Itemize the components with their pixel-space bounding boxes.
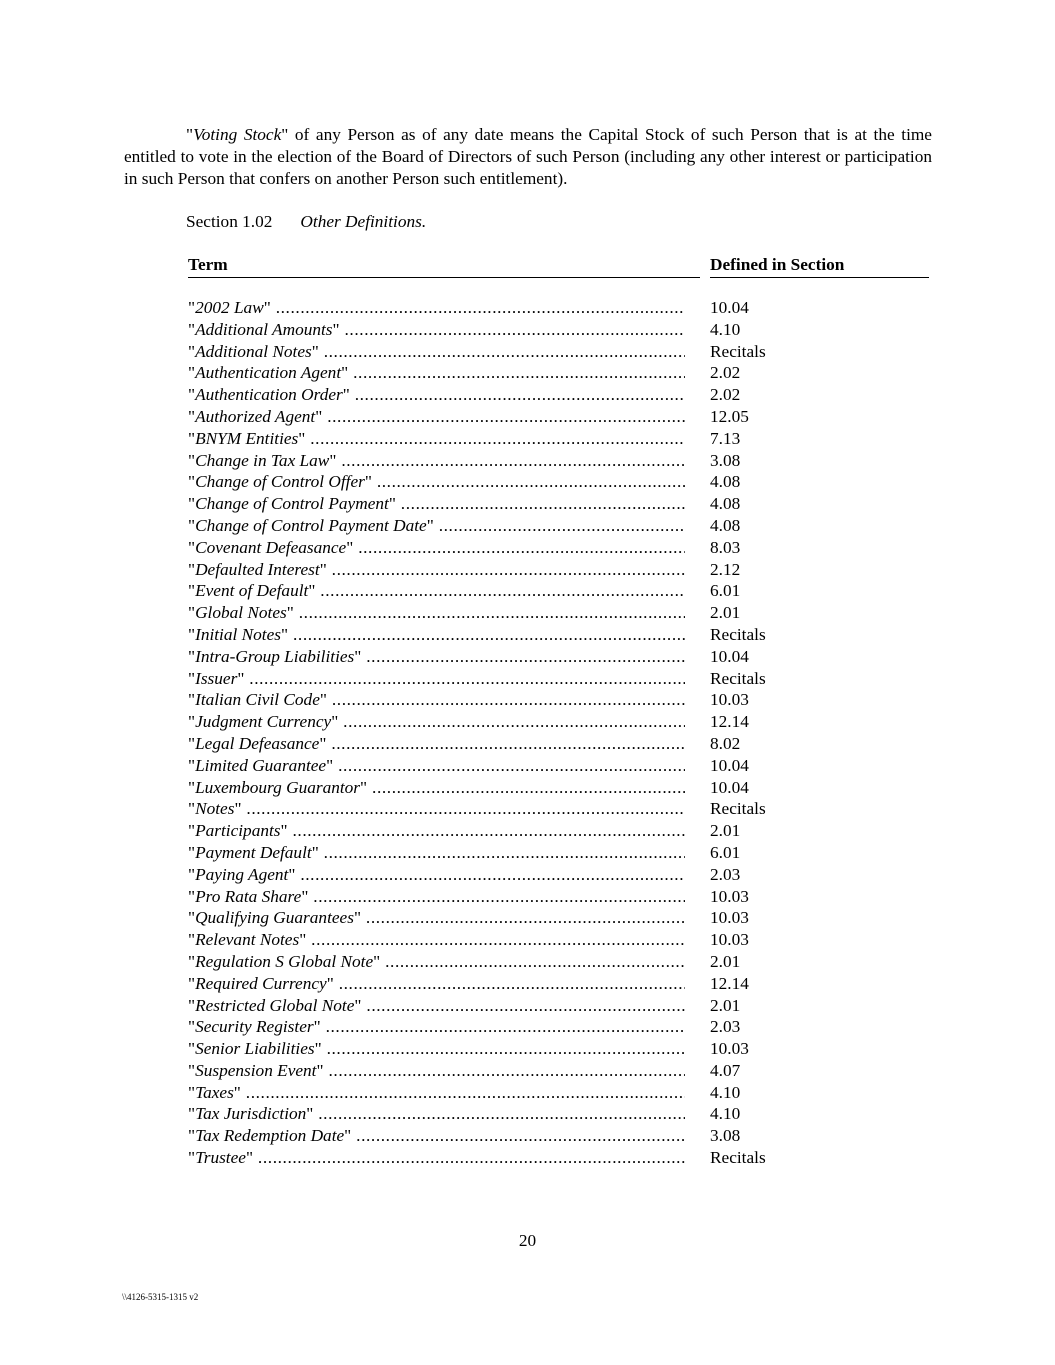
table-row	[188, 798, 788, 820]
section-heading	[186, 211, 426, 233]
term-text: Additional Amounts	[195, 319, 333, 339]
section-cell: 10.03	[710, 690, 749, 710]
term-cell: "Defaulted Interest" .....	[188, 559, 685, 581]
table-row	[188, 733, 788, 755]
term-cell: "Additional Notes" .....	[188, 341, 685, 363]
term-text: Tax Redemption Date	[195, 1126, 345, 1146]
table-row	[188, 428, 788, 450]
table-row	[188, 406, 788, 428]
table-row	[188, 341, 788, 363]
term-cell: "Authorized Agent" .....	[188, 406, 685, 428]
term-cell: "Italian Civil Code" .....	[188, 689, 685, 711]
table-row	[188, 711, 788, 733]
table-row	[188, 602, 788, 624]
term-cell: "Additional Amounts" .....	[188, 319, 685, 341]
term-cell: "Taxes" .....	[188, 1082, 685, 1104]
term-cell: "2002 Law" .....	[188, 297, 685, 319]
term-cell: "Participants" .....	[188, 820, 685, 842]
term-cell: "Authentication Order" .....	[188, 384, 685, 406]
term-text: 2002 Law	[195, 298, 264, 317]
term-text: Legal Defeasance	[195, 733, 320, 753]
table-row	[188, 907, 788, 929]
table-row	[188, 559, 788, 581]
table-row	[188, 820, 788, 842]
term-cell: "Qualifying Guarantees" .....	[188, 907, 685, 929]
definitions-table	[188, 297, 788, 1169]
table-row	[188, 842, 788, 864]
table-row	[188, 689, 788, 711]
term-text: Required Currency	[195, 973, 327, 993]
section-cell: Recitals	[710, 624, 766, 644]
term-cell: "Change of Control Payment Date" .....	[188, 515, 685, 537]
term-cell: "Authentication Agent" .....	[188, 362, 685, 384]
table-row	[188, 1060, 788, 1082]
section-cell: 4.10	[710, 319, 741, 339]
table-row	[188, 755, 788, 777]
term-text: Paying Agent	[195, 864, 289, 884]
term-text: Limited Guarantee	[195, 755, 327, 775]
table-row	[188, 1082, 788, 1104]
section-cell: 3.08	[710, 1126, 741, 1146]
term-text: Additional Notes	[195, 341, 312, 361]
section-cell: 10.03	[710, 930, 749, 950]
section-cell: 4.07	[710, 1060, 741, 1080]
term-text: Change of Control Payment Date	[195, 515, 427, 535]
table-row	[188, 537, 788, 559]
term-cell: "Change of Control Offer" .....	[188, 471, 685, 493]
term-text: Italian Civil Code	[195, 690, 320, 710]
term-cell: "Security Register" .....	[188, 1016, 685, 1038]
table-row	[188, 1103, 788, 1125]
voting-stock-definition	[124, 124, 932, 190]
document-id: \\4126-5315-1315 v2	[122, 1292, 199, 1302]
section-cell: 7.13	[710, 428, 741, 448]
section-cell: 12.14	[710, 712, 749, 732]
term-text: Authentication Order	[195, 385, 343, 405]
term-cell: "Relevant Notes" .....	[188, 929, 685, 951]
term-text: Notes	[195, 799, 235, 819]
table-row	[188, 973, 788, 995]
table-row	[188, 1038, 788, 1060]
term-text: Qualifying Guarantees	[195, 908, 354, 928]
term-cell: "Tax Jurisdiction" .....	[188, 1103, 685, 1125]
term-text: Taxes	[195, 1082, 234, 1102]
term-text: Trustee	[195, 1148, 246, 1168]
term-cell: "Judgment Currency" .....	[188, 711, 685, 733]
section-cell: 6.01	[710, 581, 741, 601]
section-cell: 10.04	[710, 646, 749, 666]
term-cell: "Suspension Event" .....	[188, 1060, 685, 1082]
table-row	[188, 493, 788, 515]
section-cell: 2.01	[710, 995, 741, 1015]
term-text: BNYM Entities	[195, 428, 299, 448]
section-cell: 8.03	[710, 537, 741, 557]
section-cell: 2.01	[710, 821, 741, 841]
table-row	[188, 886, 788, 908]
quote-open: "	[186, 125, 194, 144]
section-cell: 10.03	[710, 908, 749, 928]
term-text: Change of Control Payment	[195, 494, 389, 514]
term-text: Senior Liabilities	[195, 1039, 315, 1059]
section-cell: 3.08	[710, 450, 741, 470]
term-text: Security Register	[195, 1017, 314, 1037]
table-row	[188, 995, 788, 1017]
term-cell: "Legal Defeasance" .....	[188, 733, 685, 755]
page-number: 20	[518, 1231, 537, 1250]
table-row	[188, 1147, 788, 1169]
term-text: Payment Default	[195, 842, 312, 862]
term-cell: "Change in Tax Law" .....	[188, 450, 685, 472]
term-cell: "Event of Default" .....	[188, 580, 685, 602]
term-cell: "Limited Guarantee" .....	[188, 755, 685, 777]
term-cell: "Trustee" .....	[188, 1147, 685, 1169]
term-cell: "Senior Liabilities" .....	[188, 1038, 685, 1060]
term-cell: "Pro Rata Share" .....	[188, 886, 685, 908]
term-cell: "Payment Default" .....	[188, 842, 685, 864]
term-text: Initial Notes	[195, 624, 281, 644]
term-text: Relevant Notes	[195, 930, 300, 950]
table-row	[188, 646, 788, 668]
term-text: Authorized Agent	[195, 406, 316, 426]
term-cell: "Regulation S Global Note" .....	[188, 951, 685, 973]
term-text: Event of Default	[195, 581, 309, 601]
section-cell: 2.01	[710, 603, 741, 623]
section-cell: 2.03	[710, 1017, 741, 1037]
section-cell: 4.10	[710, 1082, 741, 1102]
term-column-header: Term	[188, 254, 700, 278]
section-cell: 4.08	[710, 515, 741, 535]
section-cell: 4.10	[710, 1104, 741, 1124]
section-cell: 10.04	[710, 298, 749, 317]
term-cell: "Paying Agent" .....	[188, 864, 685, 886]
section-cell: 6.01	[710, 842, 741, 862]
section-cell: 2.03	[710, 864, 741, 884]
table-row	[188, 1016, 788, 1038]
term-text: Tax Jurisdiction	[195, 1104, 307, 1124]
table-row	[188, 668, 788, 690]
section-cell: Recitals	[710, 799, 766, 819]
table-row	[188, 319, 788, 341]
term-text: Luxembourg Guarantor	[195, 777, 361, 797]
section-cell: 10.04	[710, 755, 749, 775]
term-cell: "Tax Redemption Date" .....	[188, 1125, 685, 1147]
term-text: Pro Rata Share	[195, 886, 302, 906]
term-cell: "Global Notes" .....	[188, 602, 685, 624]
section-cell: 2.01	[710, 951, 741, 971]
term-cell: "BNYM Entities" .....	[188, 428, 685, 450]
section-cell: 10.04	[710, 777, 749, 797]
term-text: Global Notes	[195, 603, 287, 623]
defined-term: Voting Stock	[193, 125, 282, 144]
term-cell: "Restricted Global Note" .....	[188, 995, 685, 1017]
section-cell: Recitals	[710, 668, 766, 688]
term-cell: "Change of Control Payment" .....	[188, 493, 685, 515]
section-cell: 4.08	[710, 494, 741, 514]
term-cell: "Initial Notes" .....	[188, 624, 685, 646]
section-column-header: Defined in Section	[710, 254, 929, 278]
section-cell: 2.02	[710, 363, 741, 383]
table-row	[188, 384, 788, 406]
table-row	[188, 471, 788, 493]
table-row	[188, 951, 788, 973]
table-row	[188, 362, 788, 384]
table-row	[188, 450, 788, 472]
term-cell: "Notes" .....	[188, 798, 685, 820]
table-row	[188, 297, 788, 319]
definition-text: " of any Person as of any date means the Capital Stock of such Person that is at the time entitled to vote in the election of the Board of Directors of such Person (including any other interest or participation in such Person that confers on another Person such entitlement).	[124, 125, 932, 188]
section-cell: Recitals	[710, 341, 766, 361]
term-text: Change in Tax Law	[195, 450, 330, 470]
term-text: Judgment Currency	[195, 712, 332, 732]
term-cell: "Covenant Defeasance" .....	[188, 537, 685, 559]
term-cell: "Luxembourg Guarantor" .....	[188, 777, 685, 799]
term-text: Restricted Global Note	[195, 995, 355, 1015]
table-row	[188, 864, 788, 886]
term-cell: "Intra-Group Liabilities" .....	[188, 646, 685, 668]
section-cell: 12.05	[710, 406, 749, 426]
term-text: Authentication Agent	[195, 363, 342, 383]
term-cell: "Issuer" .....	[188, 668, 685, 690]
section-title: Other Definitions.	[300, 212, 427, 231]
section-cell: 12.14	[710, 973, 749, 993]
section-number: Section 1.02	[186, 212, 273, 231]
term-text: Covenant Defeasance	[195, 537, 347, 557]
term-text: Suspension Event	[195, 1060, 317, 1080]
term-text: Defaulted Interest	[195, 559, 320, 579]
term-text: Issuer	[195, 668, 238, 688]
term-text: Regulation S Global Note	[195, 951, 374, 971]
table-row	[188, 777, 788, 799]
table-row	[188, 580, 788, 602]
section-cell: 2.02	[710, 385, 741, 405]
term-text: Intra-Group Liabilities	[195, 646, 355, 666]
table-row	[188, 515, 788, 537]
term-text: Change of Control Offer	[195, 472, 365, 492]
section-cell: 10.03	[710, 1039, 749, 1059]
term-text: Participants	[195, 821, 281, 841]
section-cell: 4.08	[710, 472, 741, 492]
section-cell: Recitals	[710, 1148, 766, 1168]
table-row	[188, 1125, 788, 1147]
section-cell: 10.03	[710, 886, 749, 906]
table-row	[188, 624, 788, 646]
term-cell: "Required Currency" .....	[188, 973, 685, 995]
table-row	[188, 929, 788, 951]
section-cell: 2.12	[710, 559, 741, 579]
section-cell: 8.02	[710, 733, 741, 753]
